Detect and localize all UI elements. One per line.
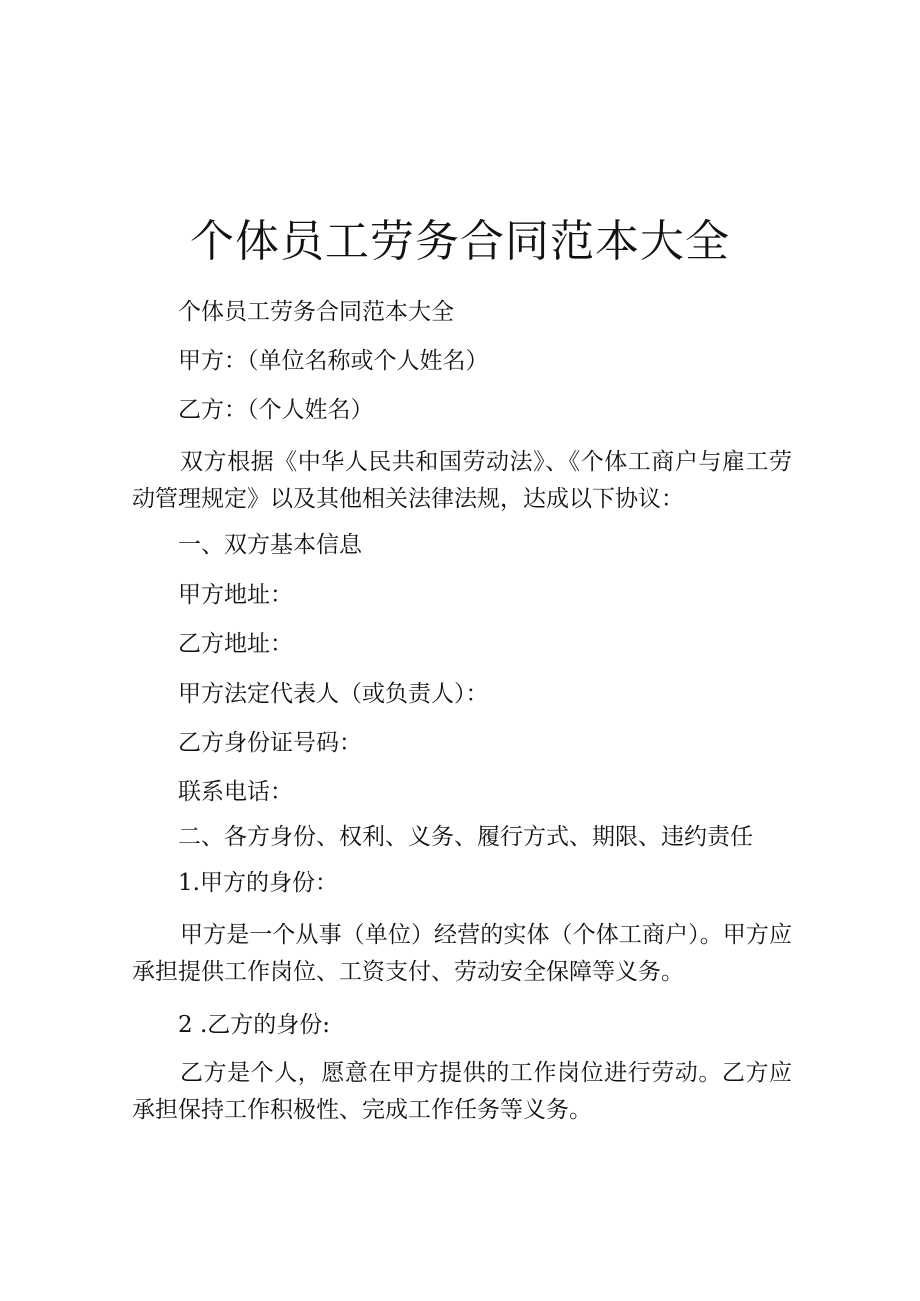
party-b-line: 乙方：（个人姓名） [178,397,374,423]
party-b-address-field: 乙方地址： [178,631,293,657]
party-a-address-field: 甲方地址： [178,582,293,608]
party-a-representative-field: 甲方法定代表人（或负责人）： [178,681,489,707]
item2-heading: 2 .乙方的身份: [178,1012,331,1038]
section1-heading: 一、双方基本信息 [178,532,362,558]
contact-phone-field: 联系电话： [178,779,293,805]
section2-heading: 二、各方身份、权利、义务、履行方式、期限、违约责任 [178,824,753,850]
document-title: 个体员工劳务合同范本大全 [190,216,730,267]
party-b-id-field: 乙方身份证号码： [178,730,362,756]
item1-paragraph: 甲方是一个从事（单位）经营的实体（个体工商户）。甲方应承担提供工作岗位、工资支付、劳动安全保障等义务。 [132,922,792,985]
item1-heading: 1.甲方的身份： [178,870,338,896]
item2-paragraph: 乙方是个人，愿意在甲方提供的工作岗位进行劳动。乙方应承担保持工作积极性、完成工作任务等义务。 [132,1060,792,1123]
preamble-paragraph: 双方根据《中华人民共和国劳动法》、《个体工商户与雇工劳动管理规定》以及其他相关法律法规，达成以下协议： [132,449,792,512]
document-subtitle: 个体员工劳务合同范本大全 [178,299,454,325]
party-a-line: 甲方：（单位名称或个人姓名） [178,348,489,374]
